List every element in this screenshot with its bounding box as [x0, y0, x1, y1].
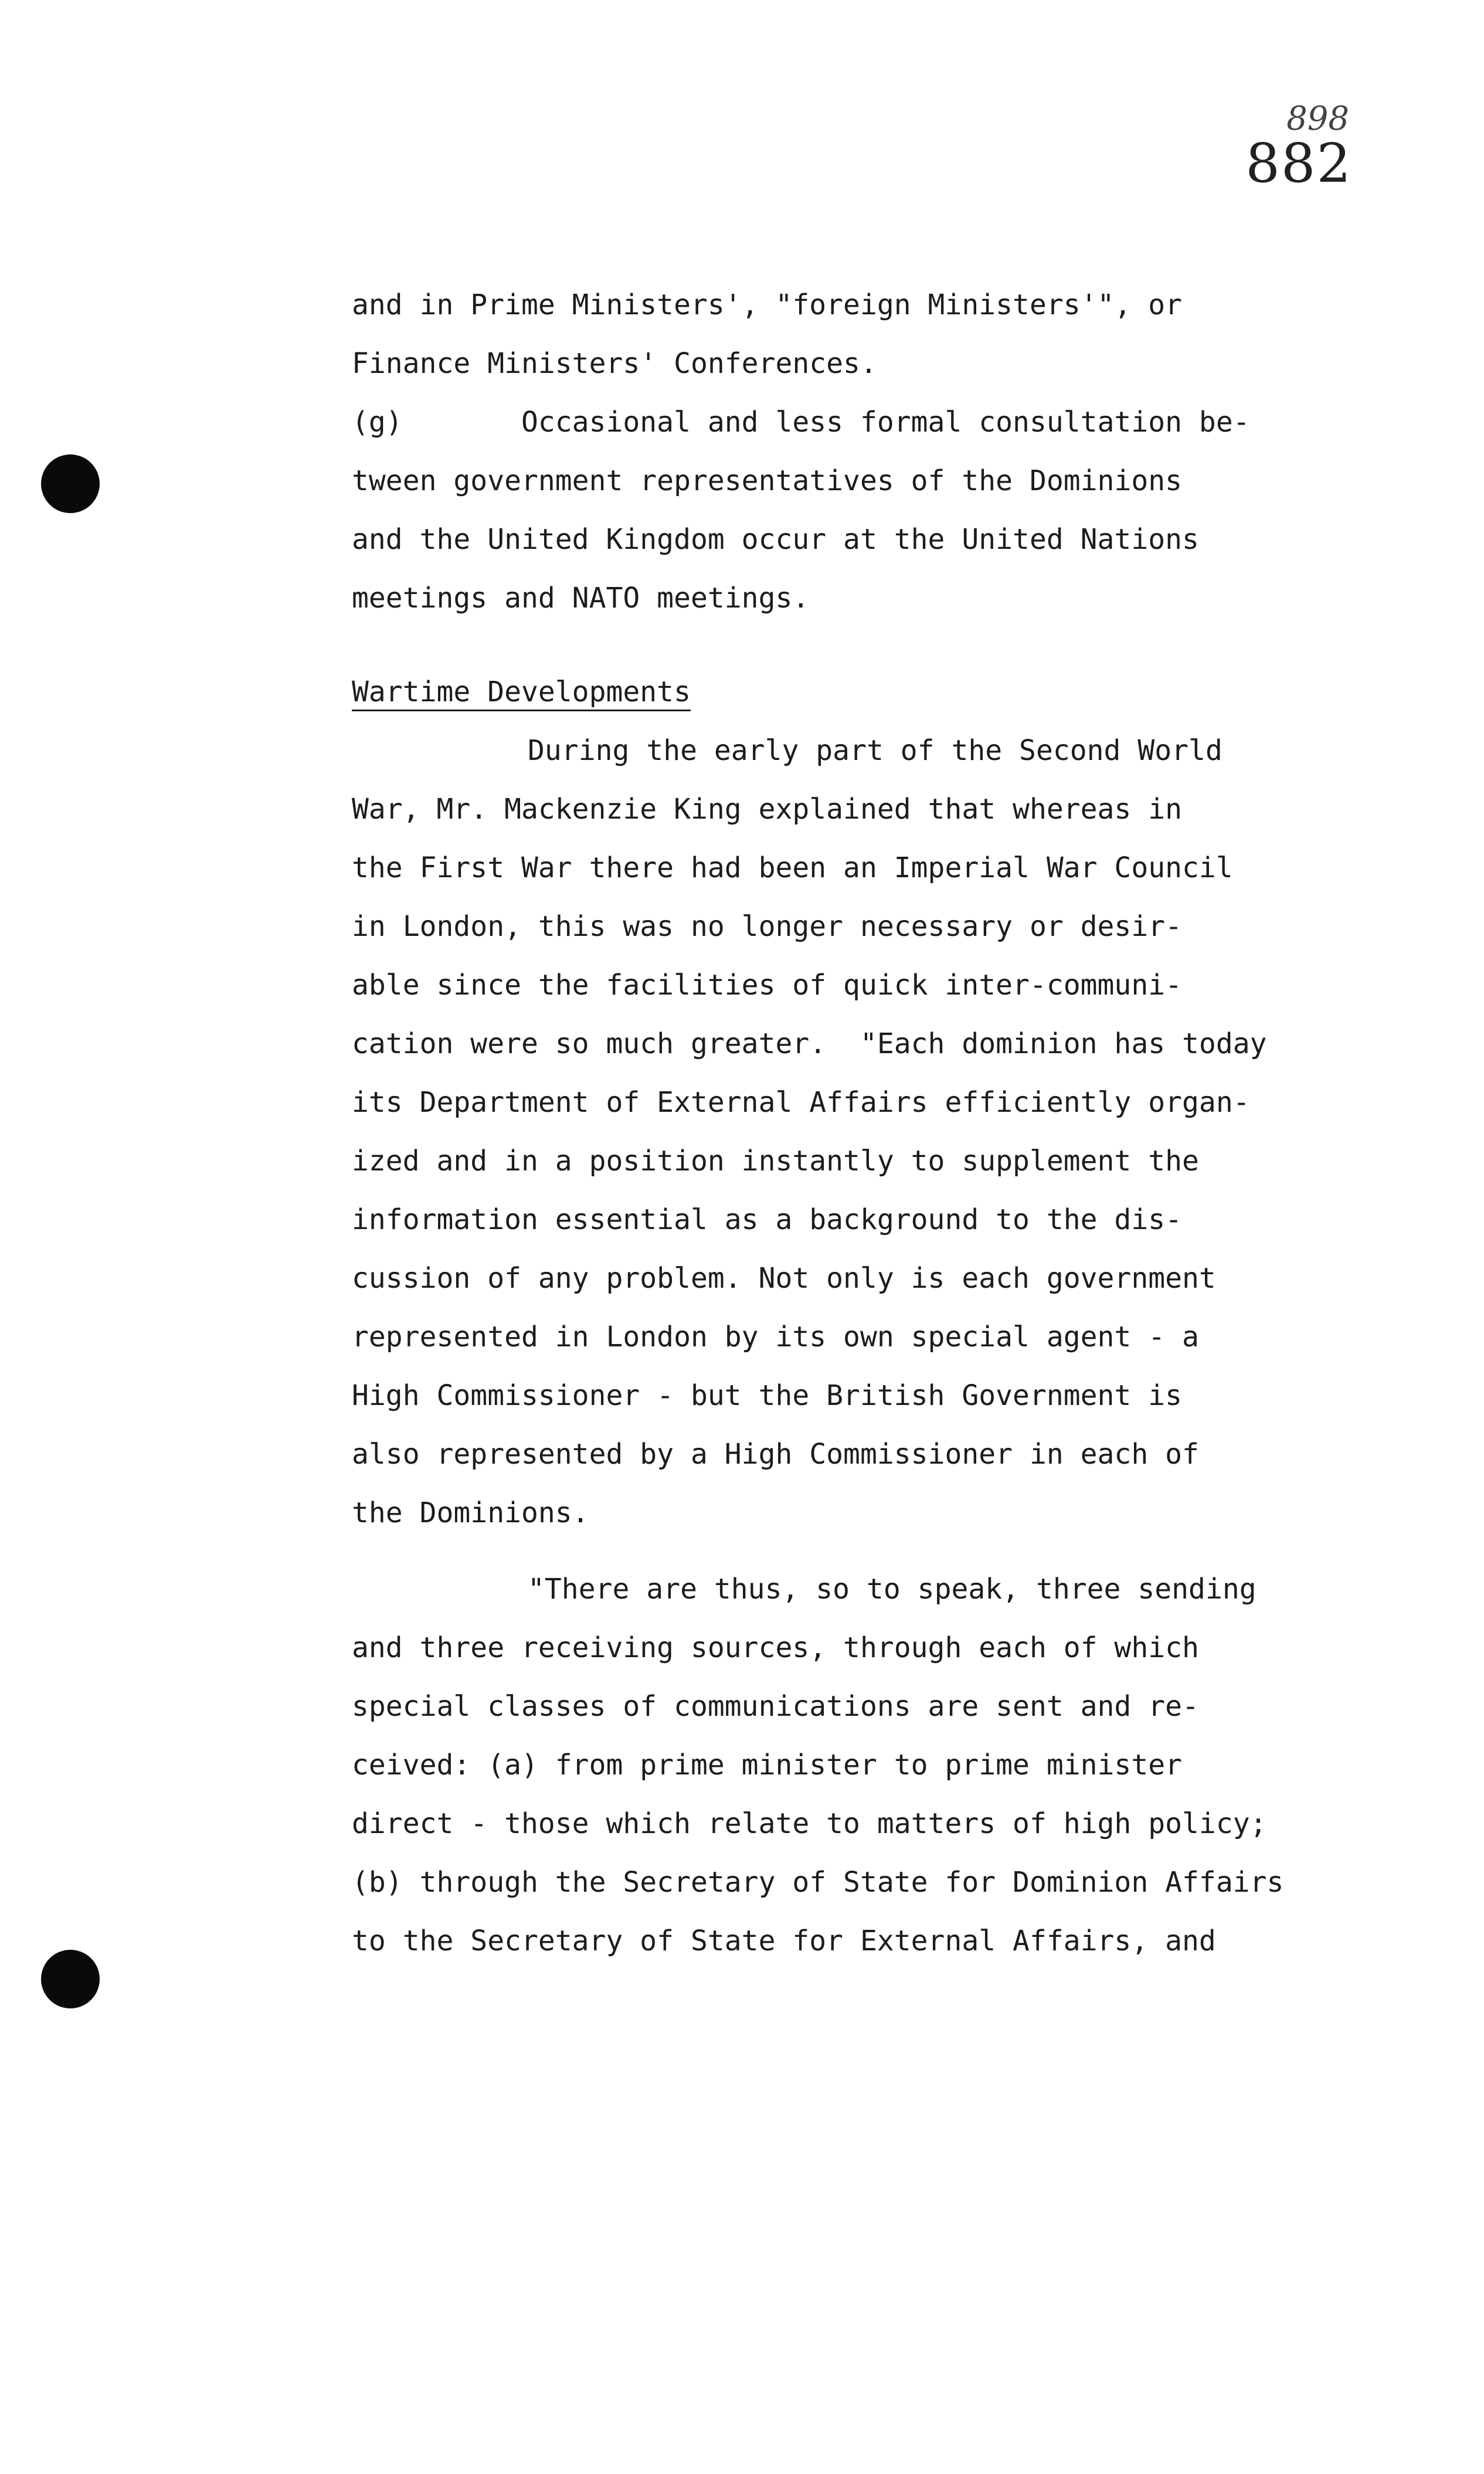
text-line: and in Prime Ministers', "foreign Ministers'", or: [352, 289, 1183, 321]
text-line: During the early part of the Second World: [528, 734, 1222, 767]
text-line: the First War there had been an Imperial War Council: [352, 851, 1233, 884]
punch-hole-bottom: [41, 1950, 100, 2008]
text-line: direct - those which relate to matters of high policy;: [352, 1807, 1267, 1840]
text-line: the Dominions.: [352, 1496, 589, 1529]
text-line: and three receiving sources, through each of which: [352, 1631, 1199, 1664]
text-line: to the Secretary of State for External Affairs, and: [352, 1925, 1216, 1957]
text-line: able since the facilities of quick inter-communi-: [352, 969, 1183, 1002]
text-line: (b) through the Secretary of State for Dominion Affairs: [352, 1866, 1284, 1899]
body-text: [352, 276, 1349, 1970]
text-line: tween government representatives of the Dominions: [352, 464, 1183, 497]
text-line: special classes of communications are sent and re-: [352, 1690, 1199, 1723]
text-line: information essential as a background to the dis-: [352, 1203, 1183, 1236]
text-line: its Department of External Affairs efficiently organ-: [352, 1086, 1250, 1119]
text-line: represented in London by its own special agent - a: [352, 1321, 1199, 1353]
page-number-old: 898: [1286, 100, 1349, 138]
page-number: 882: [1245, 132, 1352, 195]
punch-hole-top: [41, 454, 100, 513]
text-line: cussion of any problem. Not only is each government: [352, 1262, 1216, 1295]
text-line: meetings and NATO meetings.: [352, 582, 810, 615]
text-line: (g) Occasional and less formal consultation be-: [352, 406, 1250, 439]
text-line: also represented by a High Commissioner in each of: [352, 1438, 1199, 1471]
text-line: and the United Kingdom occur at the United Nations: [352, 523, 1199, 556]
text-line: "There are thus, so to speak, three sending: [528, 1573, 1257, 1606]
text-line: High Commissioner - but the British Government is: [352, 1379, 1183, 1412]
text-line: Finance Ministers' Conferences.: [352, 347, 877, 380]
text-line: ized and in a position instantly to supplement the: [352, 1145, 1199, 1177]
text-line: ceived: (a) from prime minister to prime minister: [352, 1749, 1183, 1781]
section-heading: Wartime Developments: [352, 676, 691, 708]
text-line: in London, this was no longer necessary or desir-: [352, 910, 1183, 943]
text-line: War, Mr. Mackenzie King explained that whereas in: [352, 793, 1183, 826]
text-line: cation were so much greater. "Each dominion has today: [352, 1027, 1267, 1060]
